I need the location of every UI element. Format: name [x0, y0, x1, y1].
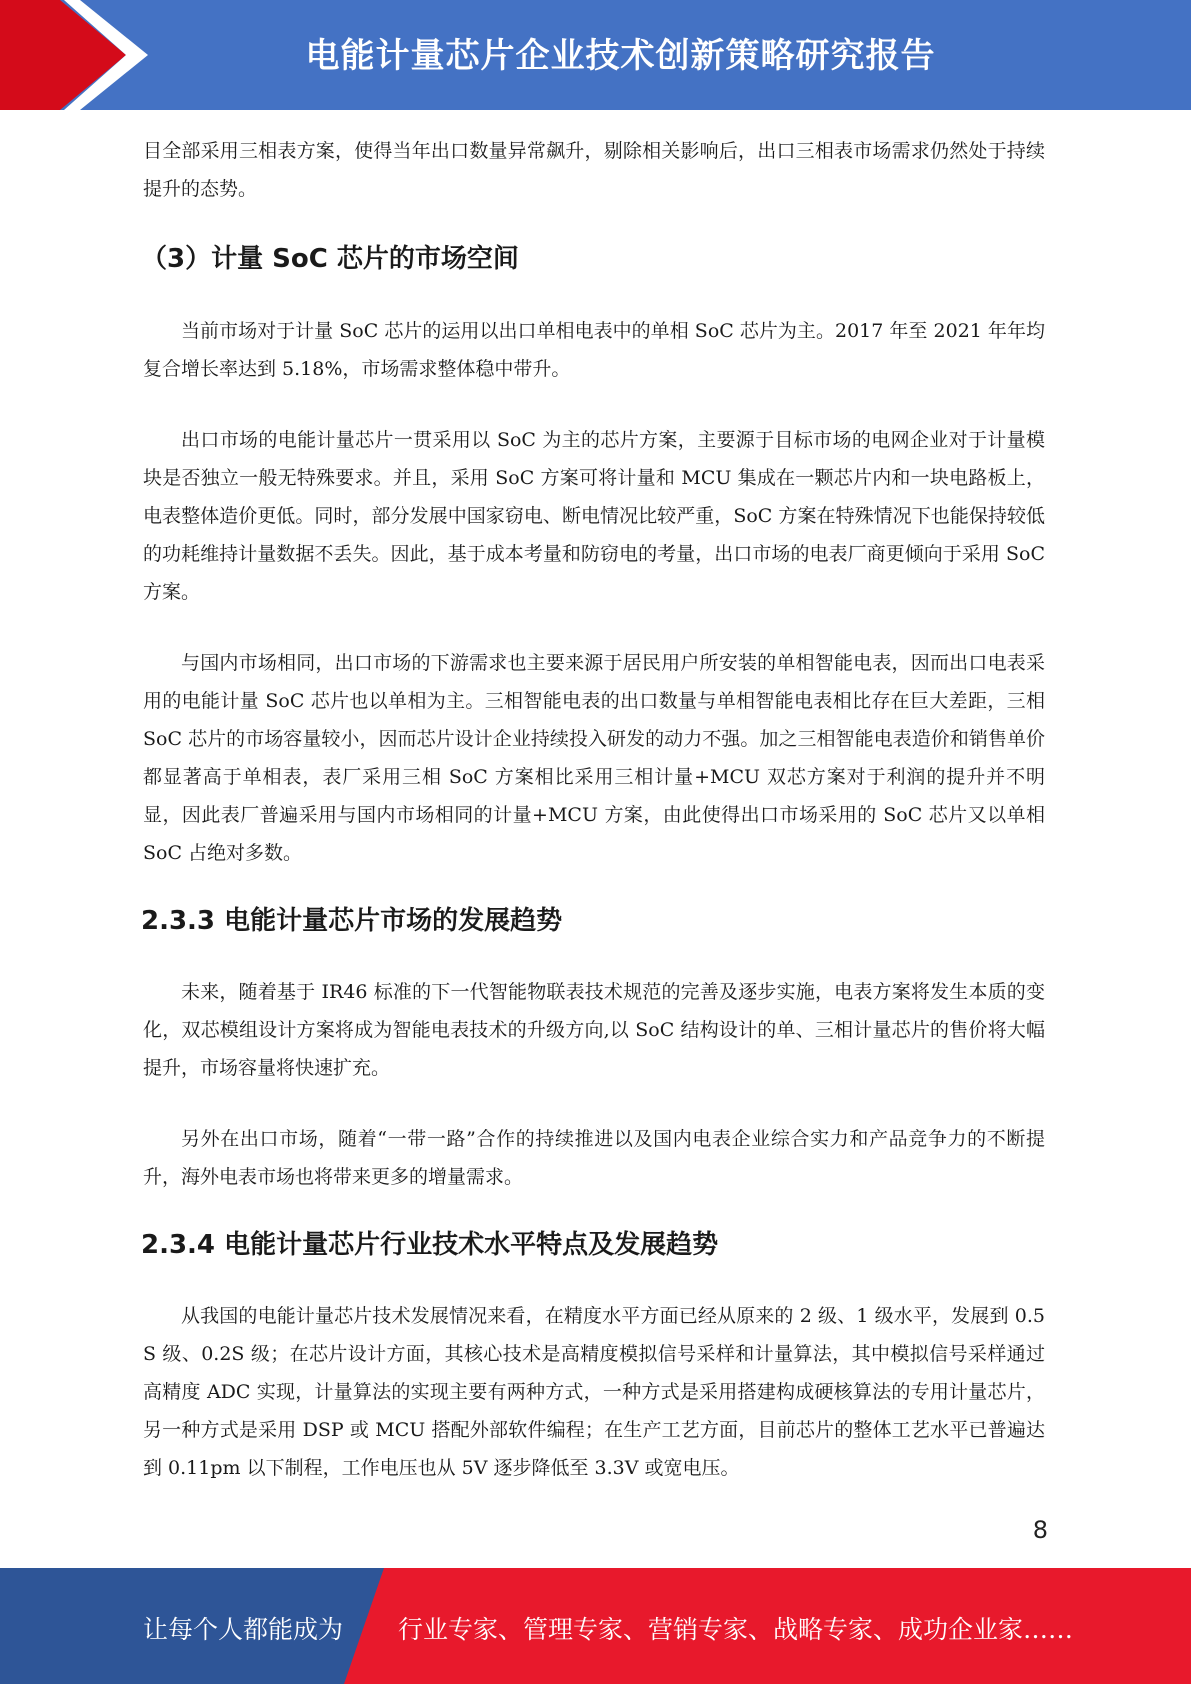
heading-2-3-3: 2.3.3 电能计量芯片市场的发展趋势	[141, 906, 563, 936]
page-body	[143, 132, 1045, 1487]
footer-slogan-left: 让每个人都能成为	[143, 1615, 344, 1644]
paragraph-belt-road: 另外在出口市场，随着“一带一路”合作的持续推进以及国内电表企业综合实力和产品竞争力的不断提升，海外电表市场也将带来更多的增量需求。	[143, 1128, 1045, 1188]
paragraph-single-phase: 与国内市场相同，出口市场的下游需求也主要来源于居民用户所安装的单相智能电表，因而出口电表采用的电能计量 SoC 芯片也以单相为主。三相智能电表的出口数量与单相智能电表相比存在巨大差距，三相 SoC 芯片的市场容量较小，因而芯片设计企业持续投入研发的动力不强。加之三相智能电表造价和销售单价都显著高于单相表，表厂采用三相 SoC 方案相比采用三相计量+MCU 双芯方案对于利润的提升并不明显，因此表厂普遍采用与国内市场相同的计量+MCU 方案，由此使得出口市场采用的 SoC 芯片又以单相 SoC 占绝对多数。	[143, 652, 1045, 864]
paragraph-future-trend: 未来，随着基于 IR46 标准的下一代智能物联表技术规范的完善及逐步实施，电表方案将发生本质的变化，双芯模组设计方案将成为智能电表技术的升级方向,以 SoC 结构设计的单、三相计量芯片的售价将大幅提升，市场容量将快速扩充。	[143, 981, 1045, 1079]
footer-slogan-right: 行业专家、管理专家、营销专家、战略专家、成功企业家……	[398, 1615, 1074, 1644]
paragraph-soc-market: 当前市场对于计量 SoC 芯片的运用以出口单相电表中的单相 SoC 芯片为主。2017 年至 2021 年年均复合增长率达到 5.18%，市场需求整体稳中带升。	[143, 320, 1045, 380]
page-number: 8	[1032, 1516, 1048, 1544]
heading-soc-market-space: （3）计量 SoC 芯片的市场空间	[141, 244, 519, 274]
report-title: 电能计量芯片企业技术创新策略研究报告	[305, 36, 936, 76]
paragraph-tech-level: 从我国的电能计量芯片技术发展情况来看，在精度水平方面已经从原来的 2 级、1 级水平，发展到 0.5S 级、0.2S 级；在芯片设计方面，其核心技术是高精度模拟信号采样和计量算法，其中模拟信号采样通过高精度 ADC 实现，计量算法的实现主要有两种方式，一种方式是采用搭建构成硬核算法的专用计量芯片，另一种方式是采用 DSP 或 MCU 搭配外部软件编程；在生产工艺方面，目前芯片的整体工艺水平已普遍达到 0.11pm 以下制程，工作电压也从 5V 逐步降低至 3.3V 或宽电压。	[143, 1305, 1045, 1479]
paragraph-export-soc: 出口市场的电能计量芯片一贯采用以 SoC 为主的芯片方案，主要源于目标市场的电网企业对于计量模块是否独立一般无特殊要求。并且，采用 SoC 方案可将计量和 MCU 集成在一颗芯片内和一块电路板上，电表整体造价更低。同时，部分发展中国家窃电、断电情况比较严重，SoC 方案在特殊情况下也能保持较低的功耗维持计量数据不丢失。因此，基于成本考量和防窃电的考量，出口市场的电表厂商更倾向于采用 SoC 方案。	[143, 429, 1045, 603]
heading-2-3-4: 2.3.4 电能计量芯片行业技术水平特点及发展趋势	[141, 1230, 719, 1260]
paragraph-continuation: 目全部采用三相表方案，使得当年出口数量异常飙升，剔除相关影响后，出口三相表市场需求仍然处于持续提升的态势。	[143, 140, 1045, 200]
header-banner	[0, 0, 1191, 110]
footer-banner	[0, 1568, 1191, 1684]
